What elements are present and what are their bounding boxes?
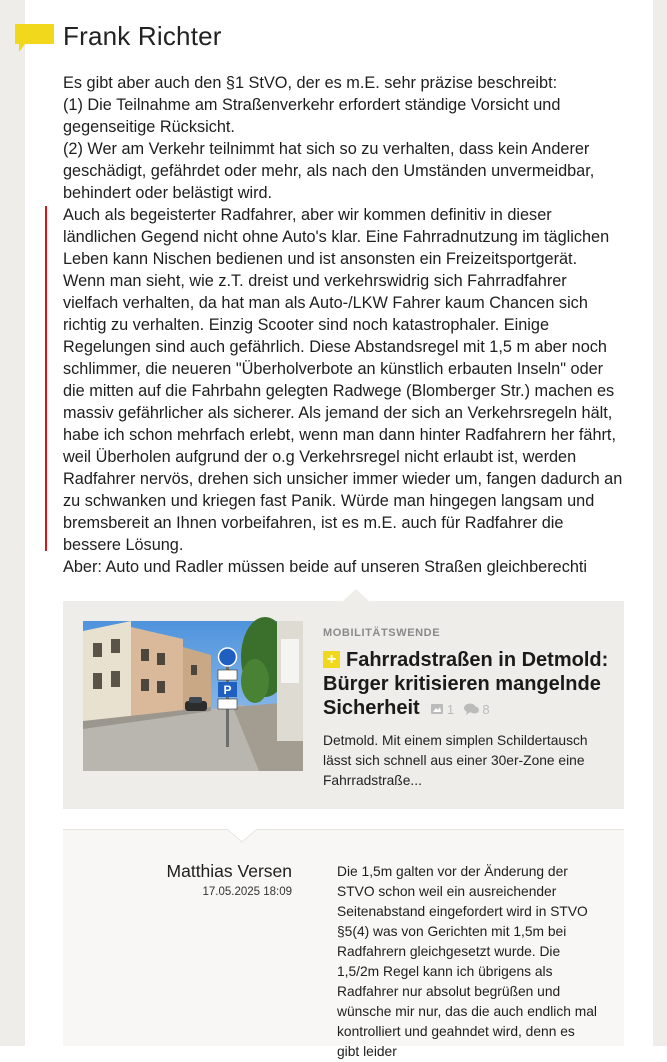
image-icon [431,699,443,723]
comments-icon [464,699,479,723]
teaser-notch [343,589,369,601]
related-article-teaser[interactable] [63,601,624,809]
reply-notch [227,828,257,843]
image-count: 1 [446,702,455,717]
reply-author[interactable]: Matthias Versen [166,861,292,881]
comment-paragraph: Es gibt aber auch den §1 StVO, der es m.E. sehr präzise beschreibt: [63,74,558,92]
comment-paragraph: Auch als begeisterter Radfahrer, aber wir kommen definitiv in dieser ländlichen Gegend nicht ohne Auto's klar. Eine Fahrradnutzung im täglichen Leben kann Nischen bedienen und ist ansonsten ein Freizeitsportgerät. Wenn man sieht, wie z.T. dreist und verkehrswidrig sich Fahrradfahrer vielfach verhalten, da hat man als Auto-/LKW Fahrer kaum Chancen sich richtig zu verhalten. Einzig Scooter sind noch katastrophaler. Einige Regelungen sind auch gefährlich. Diese Abstandsregel mit 1,5 m aber noch schlimmer, die neueren "Überholverbote an künstlich erbauten Inseln" oder die mitten auf die Fahrbahn gelegten Radwege (Blomberger Str.) machen es massiv gefährlicher als sicherer. Als jemand der sich an Verkehrsregeln hält, habe ich schon mehrfach erlebt, wenn man dann hinter Radfahrern her fährt, weil Überholen aufgrund der o.g Verkehrsregel nicht erlaubt ist, werden Radfahrer nervös, drehen sich unsicher immer wieder um, fangen dadurch an zu schwanken und kriegen fast Panik. Würde man hingegen langsam und bremsbereit an Ihnen vorbeifahren, ist es m.E. auch für Radfahrer die bessere Lösung. [63,206,623,554]
teaser-kicker: MOBILITÄTSWENDE [323,627,441,639]
comment-count: 8 [482,702,490,717]
comment-body [63,72,623,578]
teaser-title[interactable] [323,648,613,723]
reply-text: Die 1,5m galten vor der Änderung der STVO schon weil ein ausreichender Seitenabstand eingefordert wird in STVO §5(4) was von Gerichten mit 1,5m bei Radfahrern gleichgesetzt wurde. Die 1,5/2m Regel kann ich übrigens als Radfahrer nur absolut begrüßen und wünsche mir nur, das die auch endlich mal kontrolliert und geahndet wird, denn es gibt leider [337,864,597,1059]
reply-comment [63,829,624,1059]
comment-author[interactable]: Frank Richter [63,21,222,51]
right-rail [653,0,667,1046]
comment-paragraph: (1) Die Teilnahme am Straßenverkehr erfordert ständige Vorsicht und gegenseitige Rücksicht. [63,96,561,136]
teaser-description: Detmold. Mit einem simplen Schildertausch lässt sich schnell aus einer 30er-Zone eine Fahrradstraße... [323,733,588,788]
teaser-meta [425,702,489,717]
highlight-bar [45,206,47,551]
teaser-headline[interactable]: Fahrradstraßen in Detmold: Bürger kritisieren mangelnde Sicherheit [323,649,609,719]
plus-badge: + [323,651,340,668]
teaser-image[interactable] [83,621,303,771]
comment-paragraph: (2) Wer am Verkehr teilnimmt hat sich so zu verhalten, dass kein Anderer geschädigt, gefährdet oder mehr, als nach den Umständen unvermeidbar, behindert oder belästigt wird. [63,140,595,202]
left-rail [0,0,25,1046]
speech-flag-icon [15,24,54,52]
reply-date: 17.05.2025 18:09 [202,886,292,898]
comment-paragraph-truncated: Aber: Auto und Radler müssen beide auf unseren Straßen gleichberechti [63,558,588,576]
parking-sign-text: P [223,683,232,697]
